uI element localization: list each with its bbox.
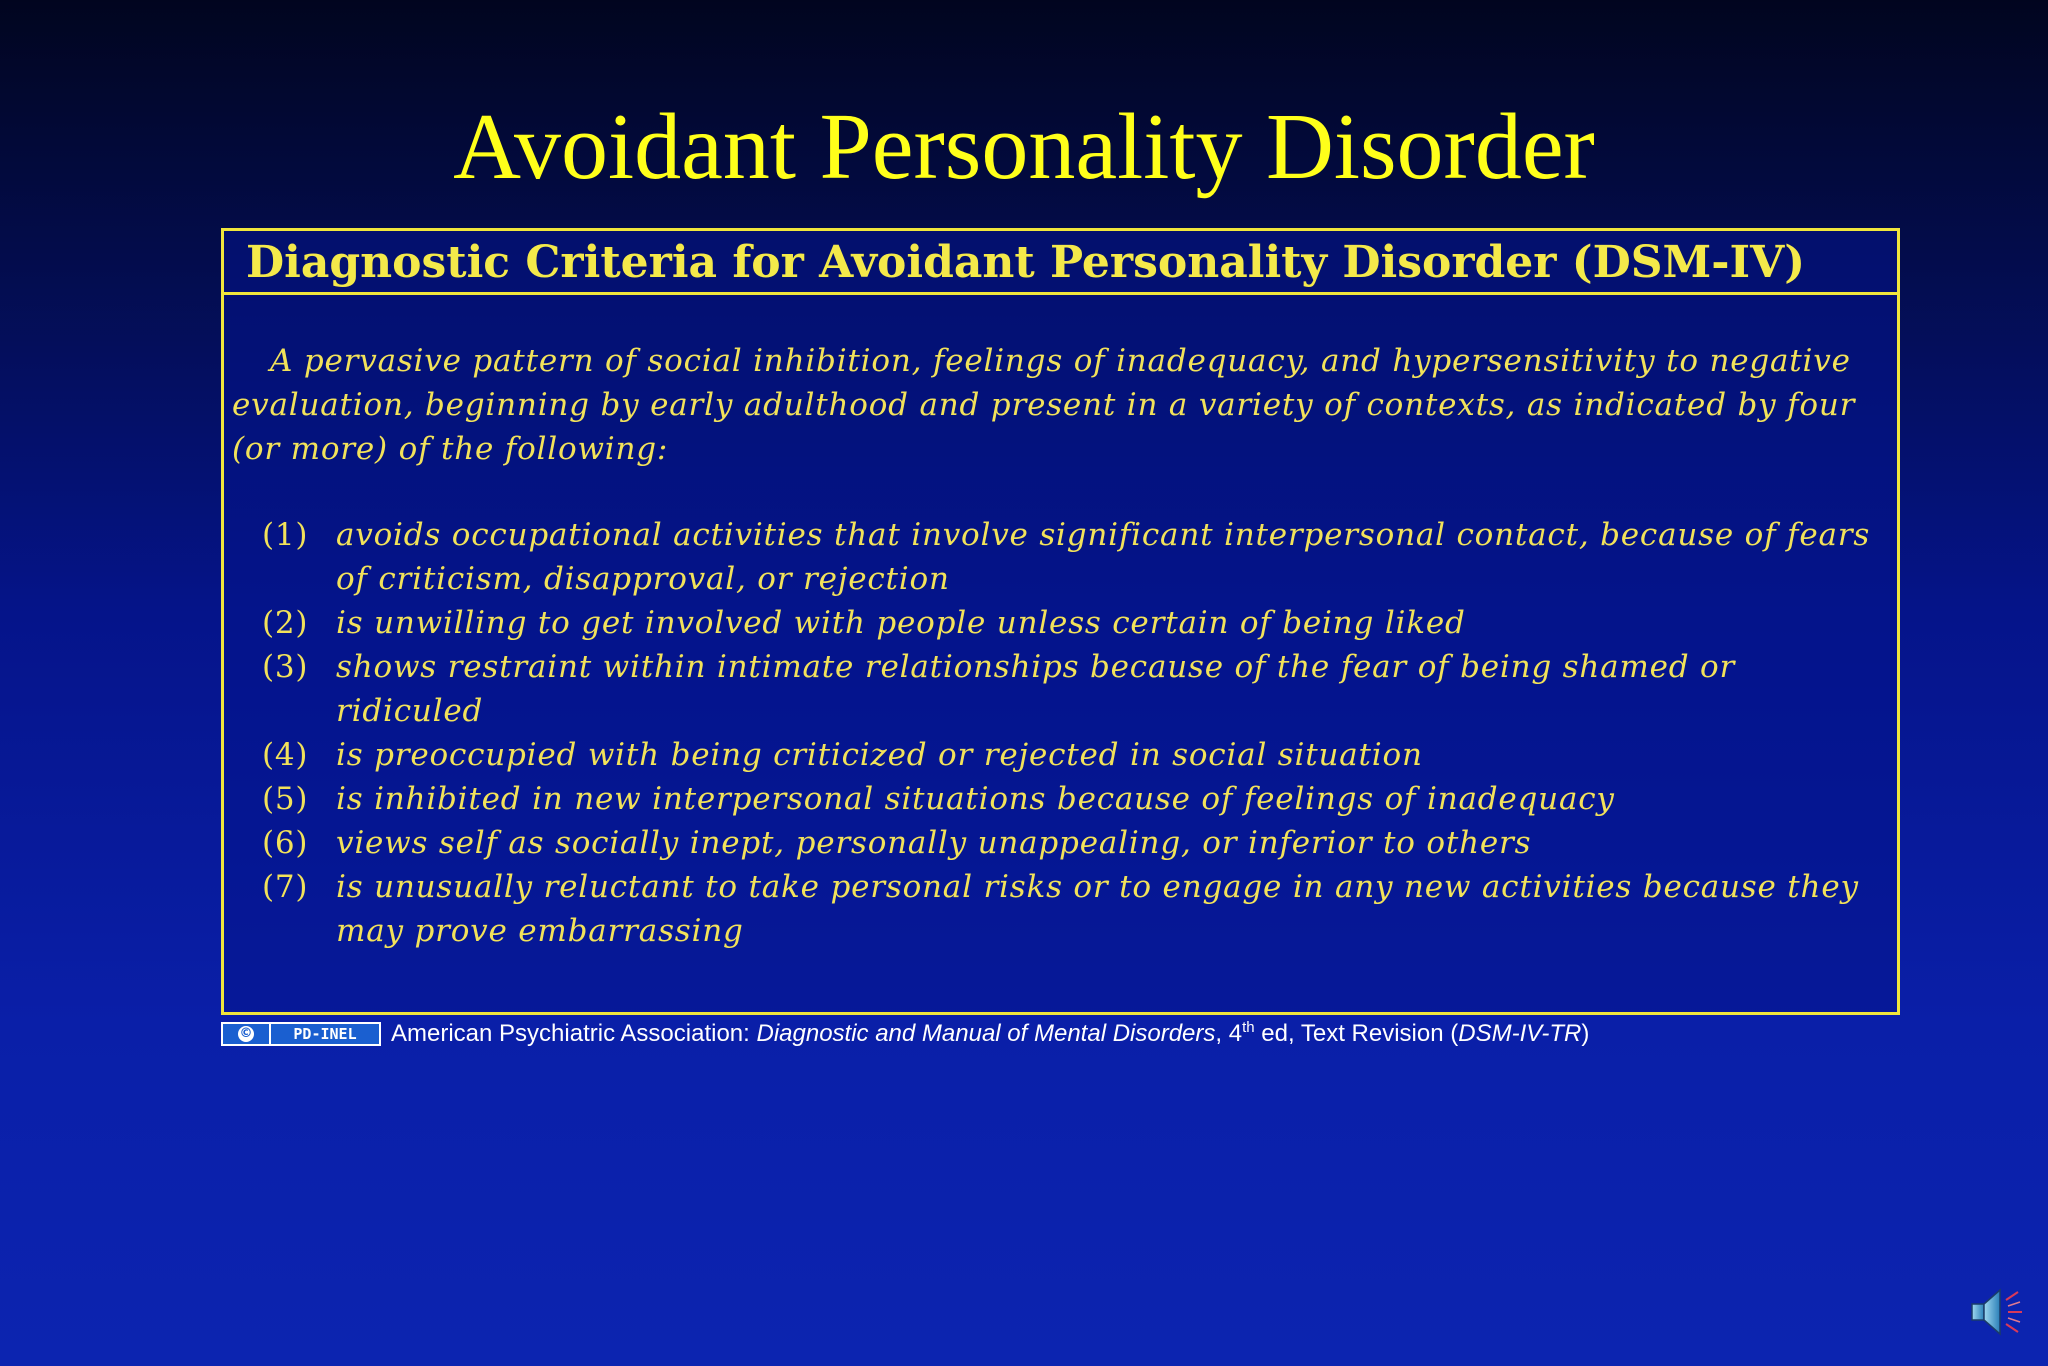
- criteria-text: views self as socially inept, personally unappealing, or inferior to others: [336, 825, 1532, 861]
- public-domain-icon: ©: [239, 1026, 253, 1041]
- speaker-icon[interactable]: [1964, 1280, 2028, 1344]
- criteria-number: (2): [262, 605, 309, 641]
- citation: [221, 1020, 1589, 1048]
- criteria-intro: A pervasive pattern of social inhibition, feelings of inadequacy, and hypersensitivity to negative evaluation, beginning by early adulthood and present in a variety of contexts, as indicated by four (or more) of the following:: [232, 343, 1856, 467]
- license-badge[interactable]: [221, 1022, 381, 1046]
- criteria-number: (3): [262, 649, 309, 685]
- criteria-item: [232, 645, 1875, 733]
- badge-label: PD-INEL: [293, 1025, 357, 1043]
- slide-title: Avoidant Personality Disorder: [453, 95, 1595, 199]
- criteria-header: Diagnostic Criteria for Avoidant Personality Disorder (DSM-IV): [224, 231, 1897, 295]
- criteria-item: [232, 513, 1875, 601]
- criteria-item: [232, 821, 1875, 865]
- citation-close: ): [1581, 1020, 1590, 1047]
- citation-abbrev: DSM-IV-TR: [1458, 1020, 1582, 1047]
- criteria-text: shows restraint within intimate relationships because of the fear of being shamed or ridiculed: [336, 649, 1736, 729]
- criteria-text: is preoccupied with being criticized or rejected in social situation: [336, 737, 1423, 773]
- criteria-text: is unwilling to get involved with people unless certain of being liked: [336, 605, 1466, 641]
- criteria-list: [232, 513, 1875, 953]
- criteria-text: is unusually reluctant to take personal risks or to engage in any new activities because they may prove embarrassing: [336, 869, 1859, 949]
- criteria-text: is inhibited in new interpersonal situations because of feelings of inadequacy: [336, 781, 1615, 817]
- criteria-item: [232, 777, 1875, 821]
- criteria-number: (4): [262, 737, 309, 773]
- criteria-text: avoids occupational activities that involve significant interpersonal contact, because of fears of criticism, disapproval, or rejection: [336, 517, 1871, 597]
- citation-edition: , 4: [1215, 1020, 1243, 1047]
- citation-book-title: Diagnostic and Manual of Mental Disorders: [756, 1020, 1216, 1047]
- criteria-number: (5): [262, 781, 309, 817]
- criteria-body: [224, 295, 1897, 953]
- criteria-item: [232, 601, 1875, 645]
- criteria-number: (6): [262, 825, 309, 861]
- criteria-item: [232, 733, 1875, 777]
- badge-icon-box: [223, 1024, 271, 1044]
- criteria-number: (1): [262, 517, 309, 553]
- criteria-box: [221, 228, 1900, 1015]
- citation-text: [391, 1020, 1589, 1048]
- citation-author: American Psychiatric Association:: [391, 1020, 757, 1047]
- criteria-number: (7): [262, 869, 309, 905]
- criteria-item: [232, 865, 1875, 953]
- citation-superscript: th: [1242, 1019, 1255, 1036]
- citation-revision: ed, Text Revision (: [1254, 1020, 1459, 1047]
